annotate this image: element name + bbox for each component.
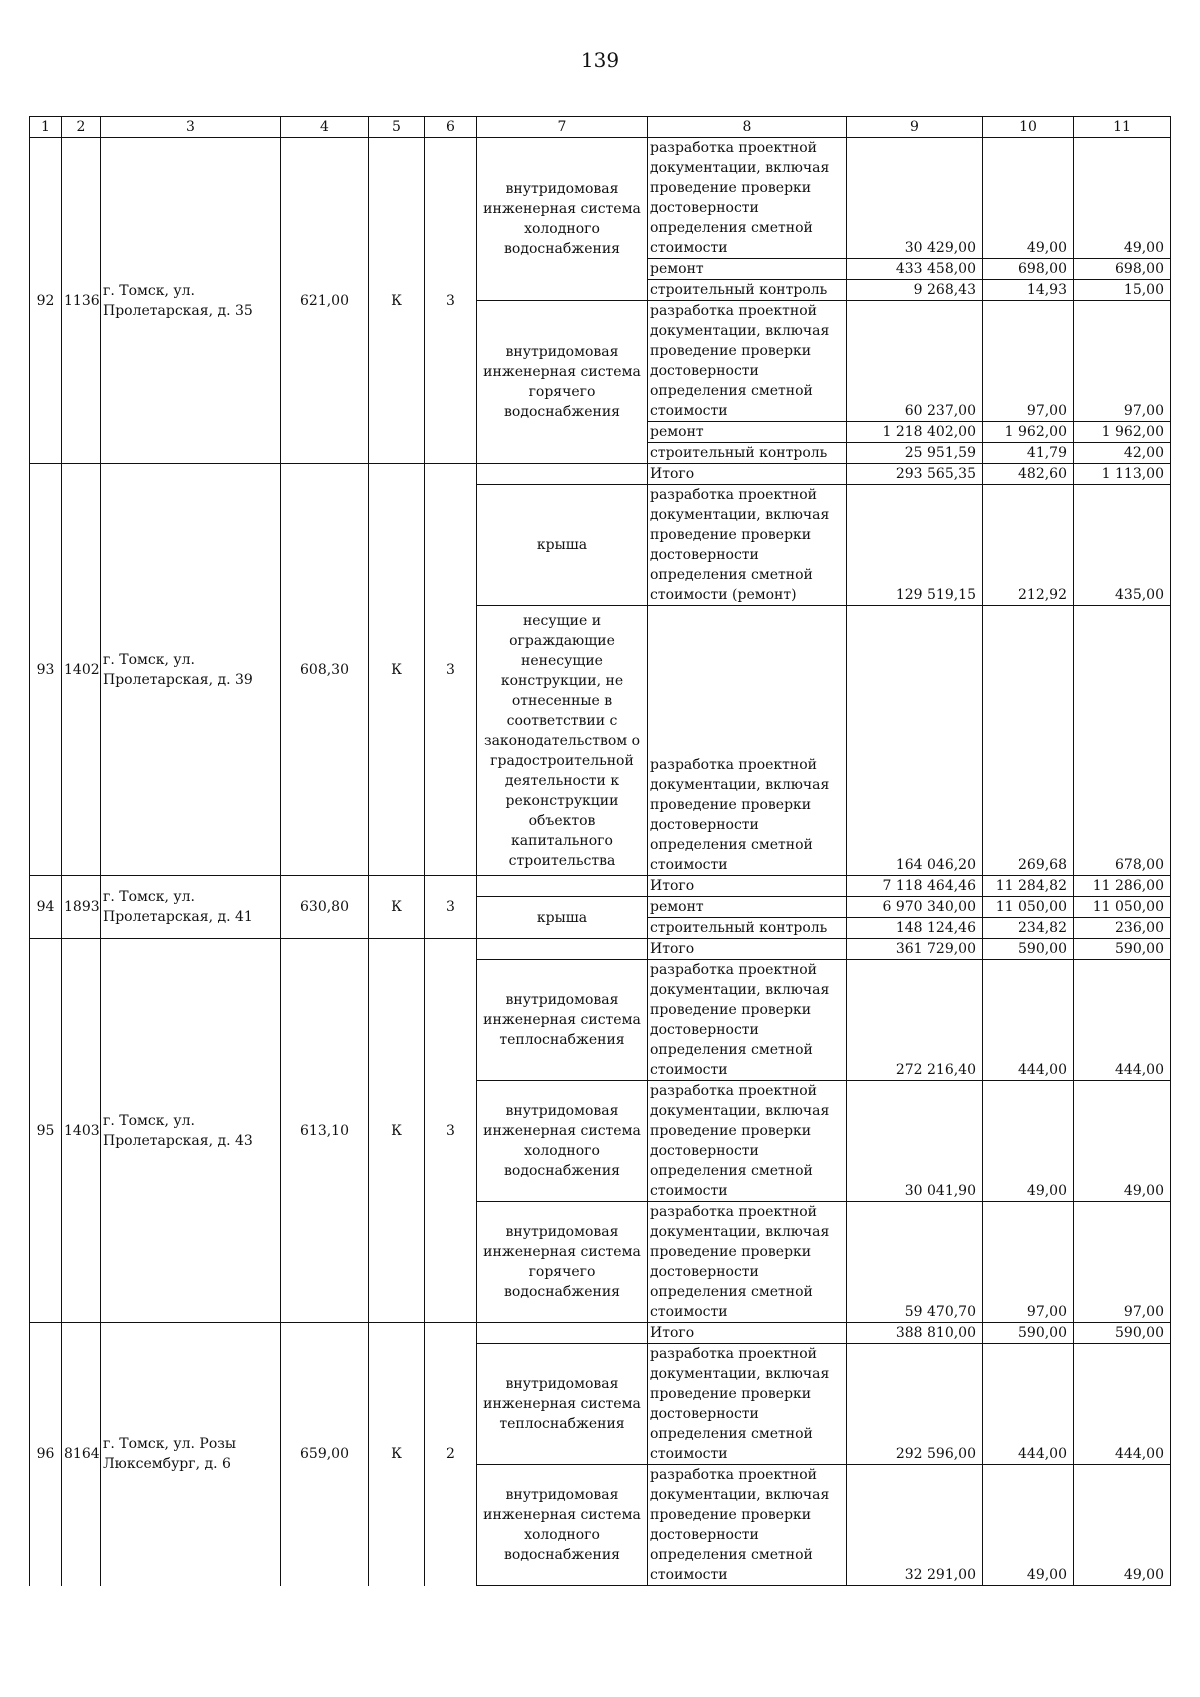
- unit-cost-value: 49,00: [983, 138, 1074, 259]
- total-unit-cost: 590,00: [983, 1323, 1074, 1344]
- total-unit-cost: 590,00: [983, 939, 1074, 960]
- system-name: внутридомовая инженерная система горячего водоснабжения: [477, 301, 648, 464]
- work-type: разработка проектной документации, включая проведение проверки достоверности определения сметной стоимости: [648, 301, 847, 422]
- work-type: разработка проектной документации, включая проведение проверки достоверности определения сметной стоимости: [648, 1202, 847, 1323]
- record-address: г. Томск, ул. Розы Люксембург, д. 6: [101, 1323, 281, 1586]
- work-type: ремонт: [648, 259, 847, 280]
- limit-value: 1 962,00: [1074, 422, 1171, 443]
- record-class: 3: [425, 939, 477, 1323]
- record-class: 2: [425, 1323, 477, 1586]
- total-unit-cost: 482,60: [983, 464, 1074, 485]
- unit-cost-value: 698,00: [983, 259, 1074, 280]
- limit-value: 678,00: [1074, 606, 1171, 876]
- col-header: 10: [983, 117, 1074, 138]
- work-type: строительный контроль: [648, 280, 847, 301]
- system-name: внутридомовая инженерная система теплоснабжения: [477, 960, 648, 1081]
- record-number: 94: [30, 876, 62, 939]
- unit-cost-value: 14,93: [983, 280, 1074, 301]
- system-name: внутридомовая инженерная система холодного водоснабжения: [477, 138, 648, 301]
- total-limit: 590,00: [1074, 939, 1171, 960]
- cost-value: 164 046,20: [847, 606, 983, 876]
- unit-cost-value: 1 962,00: [983, 422, 1074, 443]
- limit-value: 435,00: [1074, 485, 1171, 606]
- unit-cost-value: 269,68: [983, 606, 1074, 876]
- cost-value: 129 519,15: [847, 485, 983, 606]
- table-row: [30, 464, 1171, 485]
- col-header: 2: [62, 117, 101, 138]
- col-header: 7: [477, 117, 648, 138]
- limit-value: 97,00: [1074, 1202, 1171, 1323]
- record-number: 93: [30, 464, 62, 876]
- cost-value: 59 470,70: [847, 1202, 983, 1323]
- work-type: ремонт: [648, 897, 847, 918]
- total-cost: 7 118 464,46: [847, 876, 983, 897]
- record-area: 659,00: [281, 1323, 369, 1586]
- work-type: строительный контроль: [648, 918, 847, 939]
- work-type: разработка проектной документации, включая проведение проверки достоверности определения сметной стоимости: [648, 606, 847, 876]
- record-number: 95: [30, 939, 62, 1323]
- col-header: 8: [648, 117, 847, 138]
- cost-value: 292 596,00: [847, 1344, 983, 1465]
- column-header-row: [30, 117, 1171, 138]
- record-area: 630,80: [281, 876, 369, 939]
- total-cost: 388 810,00: [847, 1323, 983, 1344]
- record-area: 613,10: [281, 939, 369, 1323]
- record-type: К: [369, 876, 425, 939]
- empty-cell: [477, 464, 648, 485]
- unit-cost-value: 97,00: [983, 301, 1074, 422]
- cost-value: 30 041,90: [847, 1081, 983, 1202]
- total-cost: 293 565,35: [847, 464, 983, 485]
- unit-cost-value: 444,00: [983, 960, 1074, 1081]
- total-label: Итого: [648, 464, 847, 485]
- cost-value: 148 124,46: [847, 918, 983, 939]
- unit-cost-value: 49,00: [983, 1081, 1074, 1202]
- record-number: 92: [30, 138, 62, 464]
- work-type: разработка проектной документации, включая проведение проверки достоверности определения сметной стоимости (ремонт): [648, 485, 847, 606]
- col-header: 5: [369, 117, 425, 138]
- total-label: Итого: [648, 876, 847, 897]
- system-name: несущие и ограждающие ненесущие конструкции, не отнесенные в соответствии с законодательством о градостроительной деятельности к реконструкции объектов капитального строительства: [477, 606, 648, 876]
- limit-value: 444,00: [1074, 960, 1171, 1081]
- system-name: внутридомовая инженерная система холодного водоснабжения: [477, 1081, 648, 1202]
- record-id: 1403: [62, 939, 101, 1323]
- col-header: 9: [847, 117, 983, 138]
- cost-value: 30 429,00: [847, 138, 983, 259]
- work-type: разработка проектной документации, включая проведение проверки достоверности определения сметной стоимости: [648, 960, 847, 1081]
- cost-value: 60 237,00: [847, 301, 983, 422]
- record-class: 3: [425, 138, 477, 464]
- cost-value: 9 268,43: [847, 280, 983, 301]
- empty-cell: [477, 939, 648, 960]
- cost-value: 25 951,59: [847, 443, 983, 464]
- record-number: 96: [30, 1323, 62, 1586]
- total-cost: 361 729,00: [847, 939, 983, 960]
- system-name: крыша: [477, 485, 648, 606]
- record-area: 621,00: [281, 138, 369, 464]
- total-limit: 11 286,00: [1074, 876, 1171, 897]
- unit-cost-value: 41,79: [983, 443, 1074, 464]
- page-number: 139: [580, 48, 620, 72]
- unit-cost-value: 49,00: [983, 1465, 1074, 1586]
- limit-value: 97,00: [1074, 301, 1171, 422]
- record-type: К: [369, 138, 425, 464]
- record-type: К: [369, 464, 425, 876]
- limit-value: 236,00: [1074, 918, 1171, 939]
- cost-value: 1 218 402,00: [847, 422, 983, 443]
- table-row: [30, 138, 1171, 259]
- table-row: [30, 939, 1171, 960]
- col-header: 11: [1074, 117, 1171, 138]
- work-type: разработка проектной документации, включая проведение проверки достоверности определения сметной стоимости: [648, 1081, 847, 1202]
- record-class: 3: [425, 876, 477, 939]
- system-name: внутридомовая инженерная система горячего водоснабжения: [477, 1202, 648, 1323]
- record-type: К: [369, 1323, 425, 1586]
- record-address: г. Томск, ул. Пролетарская, д. 41: [101, 876, 281, 939]
- record-address: г. Томск, ул. Пролетарская, д. 43: [101, 939, 281, 1323]
- total-label: Итого: [648, 1323, 847, 1344]
- record-id: 1136: [62, 138, 101, 464]
- record-address: г. Томск, ул. Пролетарская, д. 39: [101, 464, 281, 876]
- table-row: [30, 1323, 1171, 1344]
- limit-value: 42,00: [1074, 443, 1171, 464]
- unit-cost-value: 444,00: [983, 1344, 1074, 1465]
- work-type: ремонт: [648, 422, 847, 443]
- record-id: 1893: [62, 876, 101, 939]
- limit-value: 444,00: [1074, 1344, 1171, 1465]
- col-header: 3: [101, 117, 281, 138]
- limit-value: 49,00: [1074, 1081, 1171, 1202]
- empty-cell: [477, 1323, 648, 1344]
- system-name: внутридомовая инженерная система холодного водоснабжения: [477, 1465, 648, 1586]
- record-address: г. Томск, ул. Пролетарская, д. 35: [101, 138, 281, 464]
- work-type: разработка проектной документации, включая проведение проверки достоверности определения сметной стоимости: [648, 1465, 847, 1586]
- system-name: внутридомовая инженерная система теплоснабжения: [477, 1344, 648, 1465]
- work-type: разработка проектной документации, включая проведение проверки достоверности определения сметной стоимости: [648, 1344, 847, 1465]
- unit-cost-value: 97,00: [983, 1202, 1074, 1323]
- col-header: 4: [281, 117, 369, 138]
- record-type: К: [369, 939, 425, 1323]
- unit-cost-value: 234,82: [983, 918, 1074, 939]
- record-class: 3: [425, 464, 477, 876]
- total-limit: 1 113,00: [1074, 464, 1171, 485]
- limit-value: 698,00: [1074, 259, 1171, 280]
- table-row: [30, 876, 1171, 897]
- record-area: 608,30: [281, 464, 369, 876]
- total-label: Итого: [648, 939, 847, 960]
- total-unit-cost: 11 284,82: [983, 876, 1074, 897]
- system-name: крыша: [477, 897, 648, 939]
- cost-value: 6 970 340,00: [847, 897, 983, 918]
- record-id: 8164: [62, 1323, 101, 1586]
- cost-value: 272 216,40: [847, 960, 983, 1081]
- limit-value: 49,00: [1074, 1465, 1171, 1586]
- limit-value: 15,00: [1074, 280, 1171, 301]
- work-type: разработка проектной документации, включая проведение проверки достоверности определения сметной стоимости: [648, 138, 847, 259]
- work-type: строительный контроль: [648, 443, 847, 464]
- empty-cell: [477, 876, 648, 897]
- limit-value: 11 050,00: [1074, 897, 1171, 918]
- col-header: 1: [30, 117, 62, 138]
- capital-repair-table: [29, 116, 1171, 1586]
- limit-value: 49,00: [1074, 138, 1171, 259]
- unit-cost-value: 11 050,00: [983, 897, 1074, 918]
- unit-cost-value: 212,92: [983, 485, 1074, 606]
- col-header: 6: [425, 117, 477, 138]
- record-id: 1402: [62, 464, 101, 876]
- total-limit: 590,00: [1074, 1323, 1171, 1344]
- cost-value: 32 291,00: [847, 1465, 983, 1586]
- cost-value: 433 458,00: [847, 259, 983, 280]
